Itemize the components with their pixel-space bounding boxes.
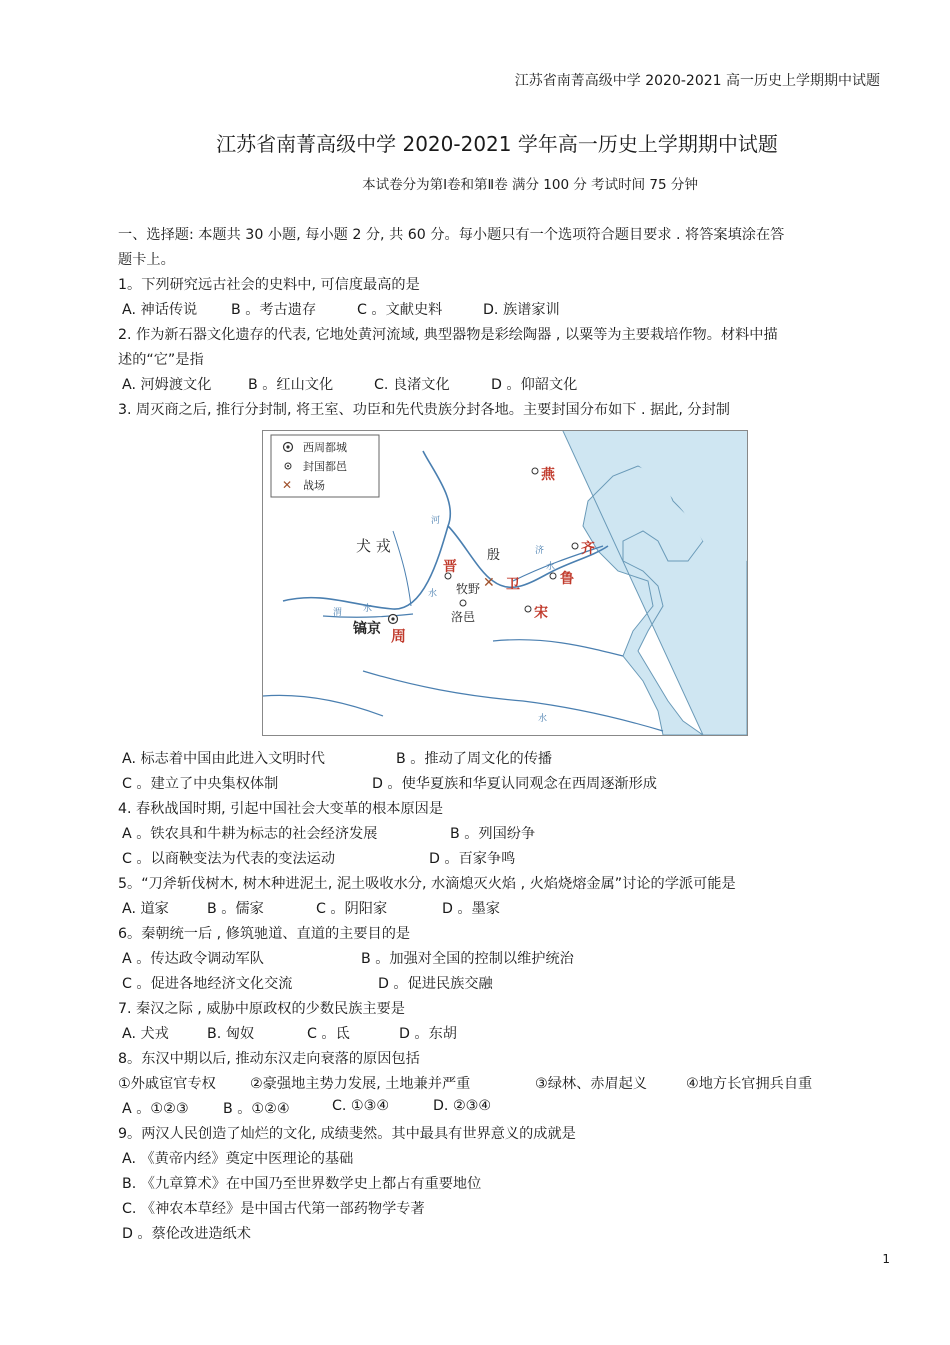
q5-option-a: A. 道家 xyxy=(122,901,169,917)
song-marker xyxy=(525,606,531,612)
q4-option-d: D 。百家争鸣 xyxy=(429,851,516,867)
q7-option-d: D 。东胡 xyxy=(399,1026,457,1042)
q7-option-c: C 。氐 xyxy=(307,1026,350,1042)
he-river-label: 河 xyxy=(431,516,441,526)
question-1-stem: 1。下列研究远古社会的史料中, 可信度最高的是 xyxy=(118,277,420,293)
lu-label: 鲁 xyxy=(560,571,574,587)
q8-item-2: ②豪强地主势力发展, 土地兼并严重 xyxy=(250,1076,471,1092)
han-river xyxy=(363,671,663,731)
q9-option-b: B. 《九章算术》在中国乃至世界数学史上都占有重要地位 xyxy=(122,1176,482,1192)
q7-option-a: A. 犬戎 xyxy=(122,1026,169,1042)
legend-fief-label: 封国都邑 xyxy=(303,460,347,473)
question-9-stem: 9。两汉人民创造了灿烂的文化, 成绩斐然。其中最具有世界意义的成就是 xyxy=(118,1126,576,1142)
muye-label: 牧野 xyxy=(456,582,481,596)
question-5-stem: 5。“刀斧斩伐树木, 树木种进泥土, 泥土吸收水分, 水滴熄灭火焰 , 火焰烧熔金属”讨论的学派可能是 xyxy=(118,876,736,892)
jin-label: 晋 xyxy=(443,559,457,575)
question-4-stem: 4. 春秋战国时期, 引起中国社会大变革的根本原因是 xyxy=(118,801,444,817)
qi-marker xyxy=(572,543,578,549)
q3-option-a: A. 标志着中国由此进入文明时代 xyxy=(122,751,325,767)
yan-label: 燕 xyxy=(541,467,555,483)
wei-river-label: 渭 xyxy=(333,608,343,618)
q1-option-b: B 。考古遗存 xyxy=(231,302,317,318)
qi-label: 齐 xyxy=(581,541,595,557)
q8-item-3: ③绿林、赤眉起义 xyxy=(535,1076,648,1092)
q3-option-b: B 。推动了周文化的传播 xyxy=(396,751,553,767)
q1-option-c: C 。文献史料 xyxy=(357,302,443,318)
q3-option-d: D 。使华夏族和华夏认同观念在西周逐渐形成 xyxy=(372,776,657,792)
exam-info: 本试卷分为第Ⅰ卷和第Ⅱ卷 满分 100 分 考试时间 75 分钟 xyxy=(362,177,698,193)
q9-option-d: D 。蔡伦改进造纸术 xyxy=(122,1226,251,1242)
q8-option-b: B 。①②④ xyxy=(223,1101,290,1117)
q3-option-c: C 。建立了中央集权体制 xyxy=(122,776,279,792)
q6-option-b: B 。加强对全国的控制以维护统治 xyxy=(361,951,574,967)
question-8-stem: 8。东汉中期以后, 推动东汉走向衰落的原因包括 xyxy=(118,1051,420,1067)
question-7-stem: 7. 秦汉之际 , 威胁中原政权的少数民族主要是 xyxy=(118,1001,405,1017)
page-title: 江苏省南菁高级中学 2020-2021 学年高一历史上学期期中试题 xyxy=(216,132,778,156)
q2-option-c: C. 良渚文化 xyxy=(374,377,450,393)
lu-marker xyxy=(550,573,556,579)
huai-river xyxy=(493,640,623,656)
question-3-stem: 3. 周灭商之后, 推行分封制, 将王室、功臣和先代贵族分封各地。主要封国分布如下 . 据此, 分封制 xyxy=(118,402,730,418)
yan-marker xyxy=(532,468,538,474)
wei-state-label: 卫 xyxy=(506,577,520,593)
question-2-stem-cont: 述的“它”是指 xyxy=(118,352,204,368)
page-number: 1 xyxy=(882,1252,890,1266)
section-instructions: 一、选择题: 本题共 30 小题, 每小题 2 分, 共 60 分。每小题只有一个选项符合题目要求 . 将答案填涂在答 xyxy=(118,227,785,243)
q5-option-c: C 。阴阳家 xyxy=(316,901,388,917)
q5-option-d: D 。墨家 xyxy=(442,901,500,917)
muye-battle-icon: ✕ xyxy=(483,575,495,591)
question-2-stem: 2. 作为新石器文化遗存的代表, 它地处黄河流域, 典型器物是彩绘陶器 , 以粟等为主要栽培作物。材料中描 xyxy=(118,327,778,343)
section-instructions-cont: 题卡上。 xyxy=(118,252,175,268)
quanrong-label: 犬 戎 xyxy=(356,537,391,555)
yin-label: 殷 xyxy=(487,548,501,563)
q8-option-a: A 。①②③ xyxy=(122,1101,189,1117)
q1-option-d: D. 族谱家训 xyxy=(483,302,560,318)
q8-item-1: ①外戚宦官专权 xyxy=(118,1076,216,1092)
q2-option-d: D 。仰韶文化 xyxy=(491,377,578,393)
q4-option-b: B 。列国纷争 xyxy=(450,826,536,842)
ji-river-label: 济 xyxy=(535,546,545,556)
luoyi-marker xyxy=(460,600,466,606)
q2-option-b: B 。红山文化 xyxy=(248,377,334,393)
page-header: 江苏省南菁高级中学 2020-2021 高一历史上学期期中试题 xyxy=(514,73,880,89)
river-label-4: 水 xyxy=(538,714,548,724)
western-zhou-fiefdom-map xyxy=(262,430,748,736)
zhou-label: 周 xyxy=(391,627,407,645)
battle-legend-icon: ✕ xyxy=(282,478,293,492)
q8-item-4: ④地方长官拥兵自重 xyxy=(686,1076,813,1092)
q9-option-a: A. 《黄帝内经》奠定中医理论的基础 xyxy=(122,1151,354,1167)
q5-option-b: B 。儒家 xyxy=(207,901,264,917)
q6-option-c: C 。促进各地经济文化交流 xyxy=(122,976,293,992)
q7-option-b: B. 匈奴 xyxy=(207,1026,255,1042)
q4-option-c: C 。以商鞅变法为代表的变法运动 xyxy=(122,851,336,867)
luoyi-label: 洛邑 xyxy=(451,610,476,624)
q6-option-d: D 。促进民族交融 xyxy=(378,976,493,992)
q6-option-a: A 。传达政令调动军队 xyxy=(122,951,264,967)
question-6-stem: 6。秦朝统一后 , 修筑驰道、直道的主要目的是 xyxy=(118,926,411,942)
q8-option-d: D. ②③④ xyxy=(433,1098,492,1114)
q4-option-a: A 。铁农具和牛耕为标志的社会经济发展 xyxy=(122,826,378,842)
river-label-1: 水 xyxy=(546,562,556,572)
river-label-2: 水 xyxy=(428,589,438,599)
legend-battle-label: 战场 xyxy=(303,479,325,492)
tributary xyxy=(393,531,411,606)
yangtze-river xyxy=(263,695,383,716)
q1-option-a: A. 神话传说 xyxy=(122,302,198,318)
haojing-label: 镐京 xyxy=(353,621,381,637)
q8-option-c: C. ①③④ xyxy=(332,1098,390,1114)
song-label: 宋 xyxy=(534,605,548,621)
legend-capital-label: 西周都城 xyxy=(303,441,347,454)
q2-option-a: A. 河姆渡文化 xyxy=(122,377,212,393)
river-label-3: 水 xyxy=(363,604,373,614)
q9-option-c: C. 《神农本草经》是中国古代第一部药物学专著 xyxy=(122,1201,425,1217)
